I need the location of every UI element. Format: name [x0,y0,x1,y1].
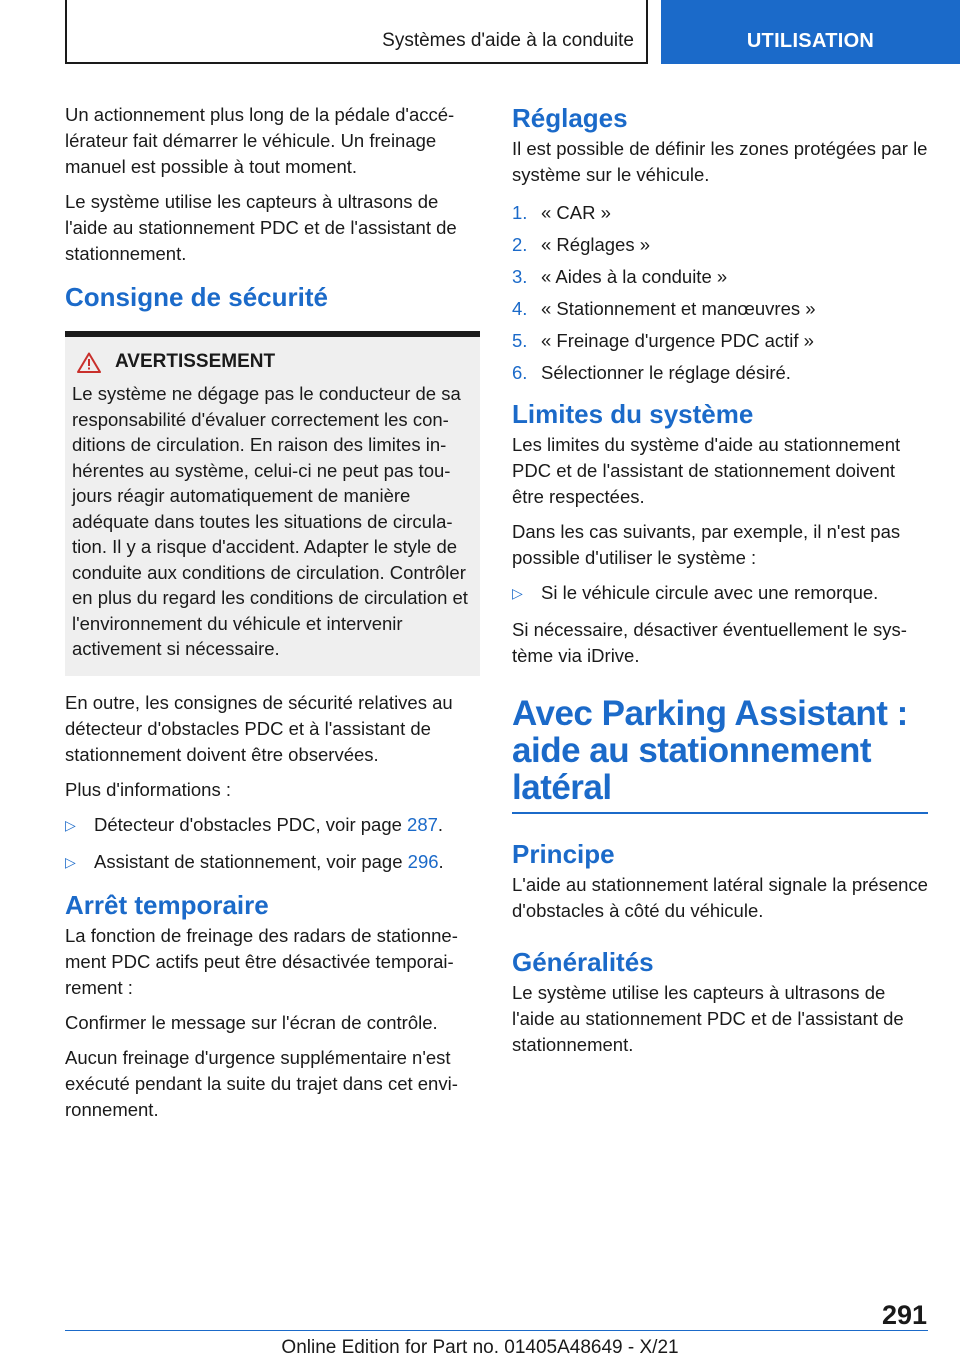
paragraph: Le système utilise les capteurs à ultrasons de l'aide au stationnement PDC et de l'assistant de stationnement. [512,982,904,1055]
step-number: 5. [512,330,528,351]
step-text: Sélectionner le réglage désiré. [541,362,791,383]
chapter-tab[interactable] [661,0,960,64]
settings-steps [512,200,928,386]
bullet-text: Détecteur d'obstacles PDC, voir page [94,813,408,835]
paragraph: Le système utilise les capteurs à ultrasons de l'aide au stationnement PDC et de l'assistant de stationnement. [65,191,457,264]
footer-edition: Online Edition for Part no. 01405A48649 - X/21 [281,1337,679,1358]
left-column [65,102,480,1132]
paragraph: Confirmer le message sur l'écran de contrôle. [65,1011,438,1033]
step-number: 4. [512,298,528,319]
heading-general: Généralités [512,947,654,977]
step-text: « Aides à la conduite » [541,266,728,287]
bullet-triangle-icon: ▷ [65,816,76,833]
step-item [512,328,928,354]
paragraph: Aucun freinage d'urgence supplémentaire n'est exécuté pendant la suite du trajet dans cet environnement. [65,1046,458,1120]
page-number: 291 [882,1300,928,1330]
bullet-triangle-icon: ▷ [65,853,76,870]
step-item [512,296,928,322]
warning-box [65,331,480,676]
paragraph: Dans les cas suivants, par exemple, il n'est pas possible d'utiliser le système : [512,521,901,568]
page-link[interactable]: 296 [407,850,439,872]
list-item [512,580,928,606]
warning-triangle-icon [77,352,101,373]
step-text: « CAR » [541,202,611,223]
warning-text: Le système ne dégage pas le conducteur de sa responsabilité d'évaluer correctement les conditions de circulation. En raison des limites inhérentes au système, celui-ci ne peut pas toujours réagir automatiquement de manière adéquate dans toutes les situations de circulation. Il y a risque d'accident. Adapter le style de conduite aux conditions de circulation. Contrôler en plus du regard les conditions de circulation et l'environnement du véhicule et intervenir activement si nécessaire. [72,383,468,659]
step-number: 3. [512,266,528,287]
paragraph: Il est possible de définir les zones protégées par le système sur le véhicule. [512,138,928,185]
step-text: « Réglages » [541,234,651,255]
section-title: Systèmes d'aide à la conduite [382,30,634,51]
paragraph: L'aide au stationnement latéral signale la présence d'obstacles à côté du véhicule. [512,874,928,921]
bullet-triangle-icon: ▷ [512,585,523,601]
step-text: « Stationnement et manœuvres » [541,298,816,319]
header-frame [65,0,648,64]
heading-main: Avec Parking Assistant : aide au stationnement latéral [512,695,928,814]
paragraph: Si nécessaire, désactiver éventuellement le système via iDrive. [512,619,907,666]
heading-settings: Réglages [512,103,628,133]
heading-limits: Limites du système [512,399,754,429]
paragraph: En outre, les consignes de sécurité relatives au détecteur d'obstacles PDC et à l'assistant de stationnement doivent être observées. [65,691,453,765]
step-number: 1. [512,202,528,223]
step-text: « Freinage d'urgence PDC actif » [541,330,814,351]
paragraph: Les limites du système d'aide au stationnement PDC et de l'assistant de stationnement doivent être respectées. [512,434,901,507]
right-column [512,102,928,1067]
footer-divider [65,1330,928,1331]
step-item [512,200,928,226]
bullet-text: Si le véhicule circule avec une remorque. [541,582,879,603]
chapter-tab-label: UTILISATION [746,30,875,52]
step-number: 6. [512,362,528,383]
warning-header [77,349,474,375]
paragraph: La fonction de freinage des radars de stationnement PDC actifs peut être désactivée temporairement : [65,924,458,998]
paragraph: Plus d'informations : [65,778,231,800]
heading-principle: Principe [512,839,615,869]
page-link[interactable]: 287 [407,813,438,835]
list-item: ▷ Assistant de stationnement, voir page 296. [65,849,480,875]
step-item [512,360,928,386]
heading-safety: Consigne de sécurité [65,282,328,312]
step-item [512,264,928,290]
step-item [512,232,928,258]
warning-title: AVERTISSEMENT [115,351,276,372]
paragraph: Un actionnement plus long de la pédale d'accélérateur fait démarrer le véhicule. Un freinage manuel est possible à tout moment. [65,104,455,177]
bullet-text: Assistant de stationnement, voir page [94,850,408,872]
heading-pause: Arrêt temporaire [65,889,269,920]
list-item: ▷ Détecteur d'obstacles PDC, voir page 287. [65,812,480,838]
step-number: 2. [512,234,528,255]
